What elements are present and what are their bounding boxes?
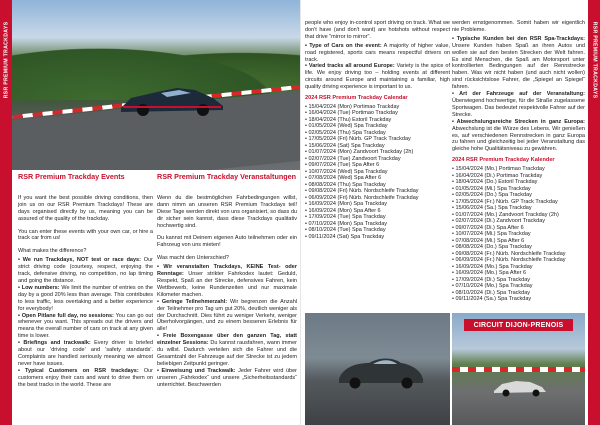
list-item: • Freie Boxengasse über den ganzen Tag, statt einzelner Sessions: Du kannst rausfahren, wann immer du willst. Dadurch verteilen sich die Fahrer und die Gesamtzahl der Fahrzeuge auf der Strecke ist zu jedem beliebigen Zeitpunkt geringer. bbox=[157, 333, 297, 367]
list-item: • Art der Fahrzeuge auf der Veranstaltung: Überwiegend hochwertige, für die Straße zugelassene Sportwagen. Das bedeutet respektvolle Fahrer auf der Strecke. bbox=[452, 91, 585, 118]
calendar-item: • 09/07/2024 (Tue) Spa After 6 bbox=[305, 162, 380, 169]
calendar-item: • 02/07/2024 (Tue) Zandvoort Trackday bbox=[305, 155, 401, 162]
calendar-item: • 09/11/2024 (Sat) Spa Trackday bbox=[305, 233, 385, 240]
calendar-item: • 17/09/2024 (Di.) Spa Trackday bbox=[452, 276, 531, 283]
calendar-item: • 07/10/2024 (Mon) Spa Trackday bbox=[305, 220, 388, 227]
calendar-item: • 16/09/2024 (Mo.) Spa Trackday bbox=[452, 263, 533, 270]
feature-list-en bbox=[18, 257, 153, 388]
paragraph-intro-de: Wenn du die bestmöglichen Fahrbedingungen willst, dann nimm an unseren RSR Premium Trackdays teil! Diese Tage werden direkt von uns organisiert, so dass du dir sicher sein kannst, dass diese Trackdays qualitativ hochwertig sind. bbox=[157, 194, 297, 229]
side-tab-right-label: RSR PREMIUM TRACKDAYS bbox=[591, 21, 598, 99]
page-divider bbox=[300, 0, 301, 425]
sports-car-icon bbox=[492, 375, 548, 397]
list-item: • Geringe Teilnehmerzahl: Wir begrenzen die Anzahl der Teilnehmer pro Tag um gut 20%, deutlich weniger als der Durchschnitt. Dies führt zu weniger Verkehr, weniger Überholvorgängen, und zu einem besseren Erlebnis für alle! bbox=[157, 298, 297, 333]
side-tab-left-label: RSR PREMIUM TRACKDAYS bbox=[3, 21, 10, 99]
calendar-item: • 18/04/2024 (Thu) Estoril Trackday bbox=[305, 116, 392, 123]
calendar-item: • 16/09/2024 (Mon) Spa Trackday bbox=[305, 201, 388, 208]
calendar-item: • 15/04/2024 (Mo.) Portimao Trackday bbox=[452, 166, 545, 173]
calendar-item: • 07/08/2024 (Mi.) Spa After 6 bbox=[452, 237, 525, 244]
column-german-calendar bbox=[452, 20, 585, 303]
side-tab-left bbox=[0, 0, 12, 425]
paragraph-difference-de: Was macht den Unterschied? bbox=[157, 255, 229, 262]
list-item: • Abwechslungsreiche Strecken in ganz Europa: Abwechslung ist die Würze des Lebens. Wir genießen es, auf verschiedenen Rennstrecken in ganz Europa zu fahren und gleichzeitig bei jeder Veranstaltung das gleiche hohe Qualitätsniveau zu gewähren. bbox=[452, 118, 585, 153]
calendar-item: • 15/04/2024 (Mon) Portimao Trackday bbox=[305, 103, 400, 110]
calendar-item: • 01/07/2024 (Mon) Zandvoort Trackday (2h) bbox=[305, 149, 414, 156]
list-item: • Type of Cars on the event: A majority of higher value, road registered, sports cars means respectful drivers on track. bbox=[305, 42, 450, 63]
calendar-item: • 17/05/2024 (Fri) Nürb. GP Track Trackday bbox=[305, 136, 411, 143]
circuit-dijon-photo bbox=[452, 313, 585, 425]
calendar-item: • 02/07/2024 (Di.) Zandvoort Trackday bbox=[452, 218, 546, 225]
calendar-item: • 08/10/2024 (Di.) Spa Trackday bbox=[452, 289, 531, 296]
circuit-banner: CIRCUIT DIJON-PRENOIS bbox=[464, 319, 573, 331]
list-item: • Open Pitlane full day, no sessions: You can go out whenever you want. This spreads out the drivers and means the overall number of cars on track at any given time is lower. bbox=[18, 312, 153, 340]
feature-list-de bbox=[157, 264, 297, 388]
list-item: • Briefings and trackwalk: Every driver is briefed about our 'driving code' and 'safety standards'. Complaints are handled seriously meaning we almost never have issues. bbox=[18, 340, 154, 367]
calendar-title-en: 2024 RSR Premium Trackday Calendar bbox=[305, 95, 408, 102]
calendar-item: • 08/08/2024 (Do.) Spa Trackday bbox=[452, 244, 532, 251]
side-tab-right bbox=[588, 0, 600, 425]
hero-race-car-photo bbox=[12, 0, 300, 170]
calendar-item: • 17/09/2024 (Tue) Spa Trackday bbox=[305, 214, 386, 221]
list-item: • Typische Kunden bei den RSR Spa-Trackdays: Unsere Kunden haben Spaß an ihren Autos und wollen sie auf den besten Strecken der Welt fahren. Es sind Menschen, die Spaß am Motorsport unter kontrollierten Bedingungen auf der Rennstrecke haben. Was wir nicht haben (und auch nicht wollen) sind rücksichtslose Fahrer, die „Spiegel an Spiegel“ fahren. bbox=[452, 35, 585, 91]
column-german-intro bbox=[157, 172, 297, 388]
calendar-item: • 08/10/2024 (Tue) Spa Trackday bbox=[305, 227, 386, 234]
calendar-item: • 16/04/2024 (Tue) Portimao Trackday bbox=[305, 110, 398, 117]
calendar-item: • 09/11/2024 (Sa.) Spa Trackday bbox=[452, 296, 532, 303]
calendar-item: • 01/05/2024 (Mi.) Spa Trackday bbox=[452, 185, 531, 192]
list-item: • Einweisung und Trackwalk: Jeder Fahrer wird über unseren „Fahrkodex“ und unsere „Sicherheitsstandards“ unterrichtet. Beschwerden bbox=[157, 367, 297, 388]
calendar-list-de bbox=[452, 166, 585, 303]
list-item: • Varied tracks all around Europe: Variety is the spice of life. We enjoy driving too – holding events at different circuits around Europe and maintaining a familiar, high quality driving experience is important to us. bbox=[305, 63, 450, 91]
classic-race-car-photo bbox=[305, 313, 450, 425]
calendar-item: • 08/08/2024 (Thu) Spa Trackday bbox=[305, 181, 386, 188]
calendar-item: • 09/08/2024 (Fr.) Nürb. Nordschleife Trackday bbox=[452, 250, 566, 257]
calendar-item: • 10/07/2024 (Wed) Spa Trackday bbox=[305, 168, 388, 175]
paragraph-continued-en: people who enjoy in-control sport driving on track. What we don't have (and don't want) are hotshots without respect that drive "mirror to mirror". bbox=[305, 20, 450, 40]
heading-events-de: RSR Premium Trackday Veranstaltungen bbox=[157, 172, 297, 181]
list-item: • Wir veranstalten Trackdays, KEINE Test- oder Renntage: Unser strikter Fahrkodex lautet: Geduld, Respekt, Spaß an der Strecke, defensives Fahren, kein Wettbewerb, keine Rundenzeiten und nur maximale Kilometer machen. bbox=[157, 264, 297, 298]
heading-events-en: RSR Premium Trackday Events bbox=[18, 172, 125, 181]
calendar-item: • 02/05/2024 (Do.) Spa Trackday bbox=[452, 192, 532, 199]
column-english-calendar bbox=[305, 20, 450, 240]
feature-list-de-continued bbox=[452, 36, 585, 153]
calendar-item: • 15/06/2024 (Sa.) Spa Trackday bbox=[452, 205, 532, 212]
paragraph-difference: What makes the difference? bbox=[18, 248, 87, 255]
list-item: • Low numbers: We limit the number of entries on the day by a good 20% less than average. This contributes to less traffic, less overtaking and a better experience for everybody! bbox=[18, 284, 153, 312]
calendar-item: • 07/08/2024 (Wed) Spa After 6 bbox=[305, 175, 382, 182]
calendar-item: • 02/05/2024 (Thu) Spa Trackday bbox=[305, 129, 386, 136]
calendar-item: • 15/06/2024 (Sat) Spa Trackday bbox=[305, 142, 385, 149]
calendar-item: • 10/07/2024 (Mi.) Spa Trackday bbox=[452, 231, 531, 238]
calendar-item: • 01/07/2024 (Mo.) Zandvoort Trackday (2h) bbox=[452, 211, 559, 218]
paragraph-hire-de: Du kannst mit Deinem eigenen Auto teilnehmen oder ein Fahrzeug von uns mieten! bbox=[157, 235, 297, 249]
calendar-item: • 07/10/2024 (Mo.) Spa Trackday bbox=[452, 283, 533, 290]
column-english-intro bbox=[18, 172, 153, 388]
race-car-icon bbox=[117, 82, 227, 116]
calendar-item: • 06/09/2024 (Fr.) Nürb. Nordschleife Trackday bbox=[452, 257, 566, 264]
calendar-list-en bbox=[305, 104, 450, 241]
calendar-item: • 16/09/2024 (Mo.) Spa After 6 bbox=[452, 270, 527, 277]
calendar-item: • 06/09/2024 (Fri) Nürb. Nordschleife Trackday bbox=[305, 194, 419, 201]
paragraph-intro: If you want the best possible driving conditions, then join us on our RSR Premium Trackdays! These are days organised directly by us, meaning you can be assured of the quality of the trackday. bbox=[18, 194, 153, 222]
calendar-item: • 09/08/2024 (Fri) Nürb. Nordschleife Trackday bbox=[305, 188, 419, 195]
calendar-item: • 16/09/2024 (Mon) Spa After 6 bbox=[305, 207, 381, 214]
classic-car-icon bbox=[335, 353, 425, 389]
paragraph-continued-de: werden ernstgenommen. Somit haben wir eigentlich nie Probleme. bbox=[452, 20, 585, 33]
feature-list-en-continued bbox=[305, 43, 450, 91]
paragraph-hire: You can enter these events with your own car, or hire a track car from us! bbox=[18, 228, 153, 242]
calendar-item: • 18/04/2024 (Do.) Estoril Trackday bbox=[452, 179, 538, 186]
list-item: • Typical Customers on RSR trackdays: Our customers enjoy their cars and want to drive them on the best tracks in the world. These are bbox=[18, 367, 154, 388]
calendar-item: • 17/05/2024 (Fr.) Nürb. GP Track Trackday bbox=[452, 198, 558, 205]
calendar-title-de: 2024 RSR Premium Trackday Kalender bbox=[452, 157, 555, 164]
calendar-item: • 09/07/2024 (Di.) Spa After 6 bbox=[452, 224, 524, 231]
calendar-item: • 01/05/2024 (Wed) Spa Trackday bbox=[305, 123, 388, 130]
calendar-item: • 16/04/2024 (Di.) Portimao Trackday bbox=[452, 172, 543, 179]
list-item: • We run Trackdays, NOT test or race days: Our strict driving code (courtesy, respect, enjoying the track, defensive driving, no competition, no lap timing and going the distance. bbox=[18, 257, 153, 284]
